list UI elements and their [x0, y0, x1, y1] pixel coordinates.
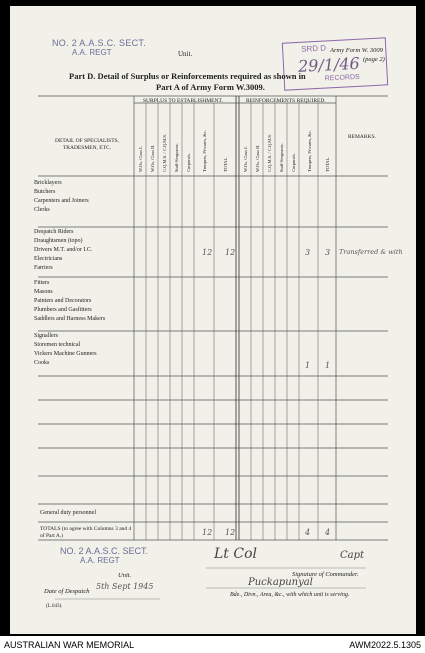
remarks-header: REMARKS.	[348, 134, 376, 140]
totals-surplus-value: 12	[202, 528, 213, 537]
reinforcements-header: REINFORCEMENTS REQUIRED.	[246, 98, 326, 104]
reinf-column-header-4: Staff-Sergeants.	[279, 143, 284, 172]
row-label: Plumbers and Gasfitters	[34, 307, 92, 313]
totals-reinf-total: 4	[325, 528, 331, 537]
detail-header: DETAIL OF SPECIALISTS, TRADESMEN, ETC.	[55, 138, 119, 151]
unit-label-top: Unit.	[178, 50, 193, 58]
row-label: Cooks	[34, 360, 50, 366]
drivers-remarks: Transferred & with	[339, 248, 403, 256]
row-label: Vickers Machine Gunners	[34, 351, 97, 357]
row-label: Farriers	[34, 265, 53, 271]
date-stamp-top: SRD D	[300, 43, 327, 54]
totals-reinf-value: 4	[305, 528, 311, 537]
signature-rank: Capt	[340, 550, 365, 561]
surplus-column-header-4: Staff-Sergeants.	[174, 143, 179, 172]
cooks-reinf-value: 1	[305, 361, 311, 370]
unit-stamp-top-line2: A.A. REGT	[72, 48, 112, 57]
row-label: Drivers M.T. and/or I.C.	[34, 247, 93, 253]
date-of-despatch-value: 5th Sept 1945	[96, 582, 154, 591]
row-label: Draughtsmen (topo)	[34, 238, 83, 244]
surplus-column-header-1: W.Os. Class I.	[138, 146, 143, 172]
row-label: Painters and Decorators	[34, 298, 92, 304]
reinf-column-header-1: W.Os. Class I.	[243, 146, 248, 172]
commander-signature: Lt Col	[214, 546, 257, 562]
drivers-surplus-value: 12	[202, 248, 213, 257]
reinf-column-header-3: C.Q.M.S. / C.Q.M.S.	[267, 133, 272, 172]
form-page: (page 2)	[363, 56, 385, 63]
surplus-column-header-3: C.Q.M.S. / C.Q.M.S.	[162, 133, 167, 172]
cooks-reinf-total: 1	[325, 361, 331, 370]
form-reference: Army Form W. 3009	[330, 47, 383, 54]
unit-label-bottom: Unit.	[118, 572, 132, 579]
print-code: (L.643).	[46, 604, 63, 609]
surplus-column-header-2: W.Os. Class II.	[150, 144, 155, 172]
reinf-column-header-6: Troopers, Privates, &c.	[306, 130, 312, 172]
form-title-line2: Part A of Army Form W.3009.	[156, 82, 265, 92]
surplus-header: SURPLUS TO ESTABLISHMENT.	[143, 98, 223, 104]
surplus-column-header-6: Troopers, Privates, &c.	[202, 130, 207, 172]
place-value: Puckapunyal	[248, 577, 313, 588]
footer-left: AUSTRALIAN WAR MEMORIAL	[4, 640, 135, 650]
surplus-column-header-5: Corporals.	[186, 153, 191, 172]
date-stamp-mid: 29/1/46	[297, 53, 361, 76]
reinf-column-header-2: W.Os. Class II.	[255, 144, 260, 172]
row-label: Masons	[34, 289, 53, 295]
row-label: Saddlers and Harness Makers	[34, 316, 106, 322]
surplus-column-header-7: TOTAL.	[223, 156, 228, 172]
row-label: Butchers	[34, 189, 56, 195]
row-label: Clerks	[34, 207, 50, 213]
general-duty-label: General duty personnel	[40, 510, 96, 516]
reinf-column-header-5: Corporals.	[291, 153, 296, 172]
row-label: Storemen technical	[34, 342, 81, 348]
date-of-despatch-label: Date of Despatch	[44, 588, 90, 595]
totals-label: TOTALS (to agree with Columns 3 and 4 of Part A.)	[40, 526, 132, 539]
drivers-reinf-total: 3	[325, 248, 331, 257]
signature-label: Signature of Commander.	[292, 571, 359, 578]
row-label: Carpenters and Joiners	[34, 198, 89, 204]
date-stamp-bottom: RECORDS	[324, 73, 360, 83]
totals-surplus-total: 12	[225, 528, 236, 537]
row-label: Electricians	[34, 256, 63, 262]
row-label: Signallers	[34, 333, 58, 339]
form-title-line1: Part D. Detail of Surplus or Reinforcements required as shown in	[69, 71, 306, 81]
archive-footer	[0, 636, 425, 653]
bde-label: Bde., Divn., Area, &c., with which unit is serving.	[230, 592, 350, 598]
reinf-column-header-7: TOTAL.	[325, 156, 330, 172]
row-label: Fitters	[34, 280, 50, 286]
row-label: Bricklayers	[34, 180, 62, 186]
unit-stamp-bottom: NO. 2 A.A.S.C. SECT.	[60, 546, 149, 556]
drivers-surplus-total: 12	[225, 248, 236, 257]
unit-stamp-bottom-line2: A.A. REGT	[80, 556, 120, 565]
unit-stamp-top: NO. 2 A.A.S.C. SECT.	[52, 38, 147, 48]
drivers-reinf-value: 3	[305, 248, 311, 257]
footer-right: AWM2022.5.1305	[349, 640, 421, 650]
row-label: Despatch Riders	[34, 229, 74, 235]
